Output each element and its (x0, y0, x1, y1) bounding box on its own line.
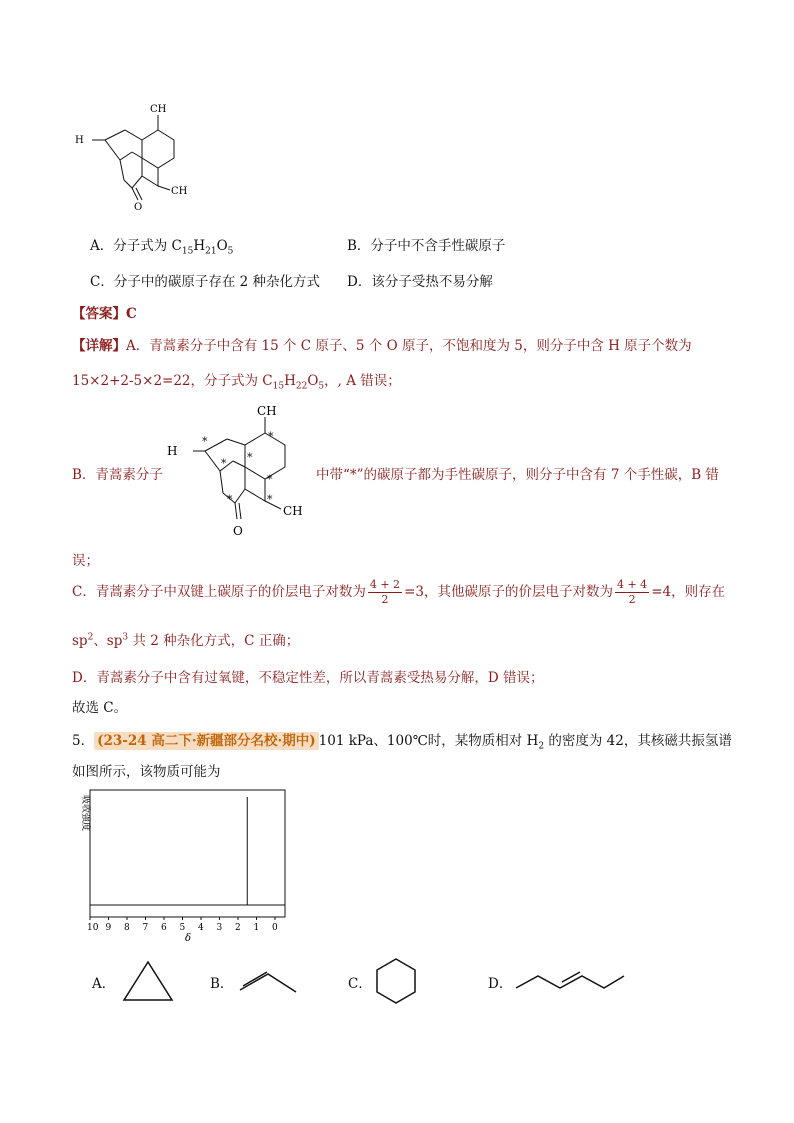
x-tick-label: 9 (105, 923, 112, 933)
question-5-line-2: 如图所示，该物质可能为 (72, 764, 221, 780)
cyclopropane-icon (120, 958, 176, 1004)
svg-text:*: * (221, 457, 227, 470)
svg-text:*: * (247, 451, 253, 464)
x-tick-label: 3 (216, 923, 223, 933)
x-tick-label: 1 (253, 923, 260, 933)
svg-text:*: * (227, 493, 233, 506)
x-axis-label: δ (185, 933, 192, 944)
ch3-left-label-2: H (167, 444, 178, 458)
oxygen-label: O (134, 202, 143, 213)
option-b[interactable]: B．分子中不含手性碳原子 (347, 238, 506, 254)
x-tick-label: 4 (198, 923, 204, 933)
detail-d-line: D．青蒿素分子中含有过氧键，不稳定性差，所以青蒿素受热易分解，D 错误； (72, 670, 544, 686)
svg-text:*: * (202, 435, 208, 448)
ch3-top-label: CH (150, 104, 167, 115)
option-5-c[interactable]: C． (348, 976, 372, 992)
propene-icon (238, 970, 300, 996)
svg-text:*: * (268, 430, 274, 443)
option-5-d[interactable]: D． (488, 976, 513, 992)
chart-frame (90, 790, 285, 917)
x-tick-label: 6 (161, 923, 167, 933)
ch3-left-label: H (75, 135, 84, 146)
fraction-2: $\frac{4 + 4}{2}$ (616, 578, 648, 606)
molecule-structure-1 (70, 100, 210, 215)
ch3-right-label-2: CH (283, 504, 303, 518)
ch3-right-label: CH (171, 186, 188, 197)
x-tick-label: 8 (124, 923, 130, 933)
answer-line: 【答案】C (72, 306, 137, 322)
molecule-structure-2 (165, 403, 315, 543)
oxygen-label-2: O (233, 524, 243, 538)
detail-line-2: 15×2+2-5×2=22，分子式为 $C_{15}H_{22}O_5$，, A 错误； (72, 373, 401, 392)
x-tick-label: 2 (235, 923, 241, 933)
detail-c-line-2: $sp^2$、$sp^3$ 共 2 种杂化方式，C 正确； (72, 632, 300, 649)
option-5-a[interactable]: A． (92, 976, 116, 992)
question-5-line-1: 5． (23-24 高二下·新疆部分名校·期中) 101 kPa、100℃时，某物质相对 $H_2$ 的密度为 42，其核磁共振氢谱 (72, 733, 732, 752)
x-tick-label: 7 (142, 923, 149, 933)
nmr-chart (70, 785, 290, 945)
ch3-top-label-2: CH (257, 404, 277, 418)
cyclohexane-icon (374, 957, 418, 1005)
detail-b-cont: 误； (72, 553, 99, 569)
detail-line-1: 【详解】A．青蒿素分子中含有 15 个 C 原子、5 个 O 原子，不饱和度为 5，则分子中含 H 原子个数为 (72, 338, 692, 354)
detail-b-suffix: 中带“*”的碳原子都为手性碳原子，则分子中含有 7 个手性碳，B 错 (316, 467, 719, 483)
option-c[interactable]: C．分子中的碳原子存在 2 种杂化方式 (90, 274, 321, 290)
svg-text:*: * (267, 473, 273, 486)
conclusion-line: 故选 C。 (72, 700, 128, 716)
fraction-1: $\frac{4 + 2}{2}$ (369, 578, 401, 606)
y-axis-label: 吸收强度 (80, 795, 90, 832)
detail-c-line: C．青蒿素分子中双键上碳原子的价层电子对数为 $\frac{4 + 2}{2}$ =3，其他碳原子的价层电子对数为 $\frac{4 + 4}{2}$ =4，则存在 (72, 578, 726, 606)
option-5-b[interactable]: B． (210, 976, 234, 992)
option-d[interactable]: D．该分子受热不易分解 (347, 274, 493, 290)
x-ticks (87, 917, 278, 933)
x-tick-label: 0 (272, 923, 278, 933)
hexene-icon (514, 970, 626, 994)
svg-text:*: * (267, 493, 273, 506)
source-tag: (23-24 高二下·新疆部分名校·期中) (94, 732, 319, 750)
detail-b-prefix: B．青蒿素分子 (72, 467, 163, 483)
x-tick-label: 5 (179, 923, 186, 933)
x-tick-label: 10 (87, 923, 99, 933)
option-a[interactable]: A．分子式为 $C_{15}H_{21}O_5$ (90, 238, 234, 257)
